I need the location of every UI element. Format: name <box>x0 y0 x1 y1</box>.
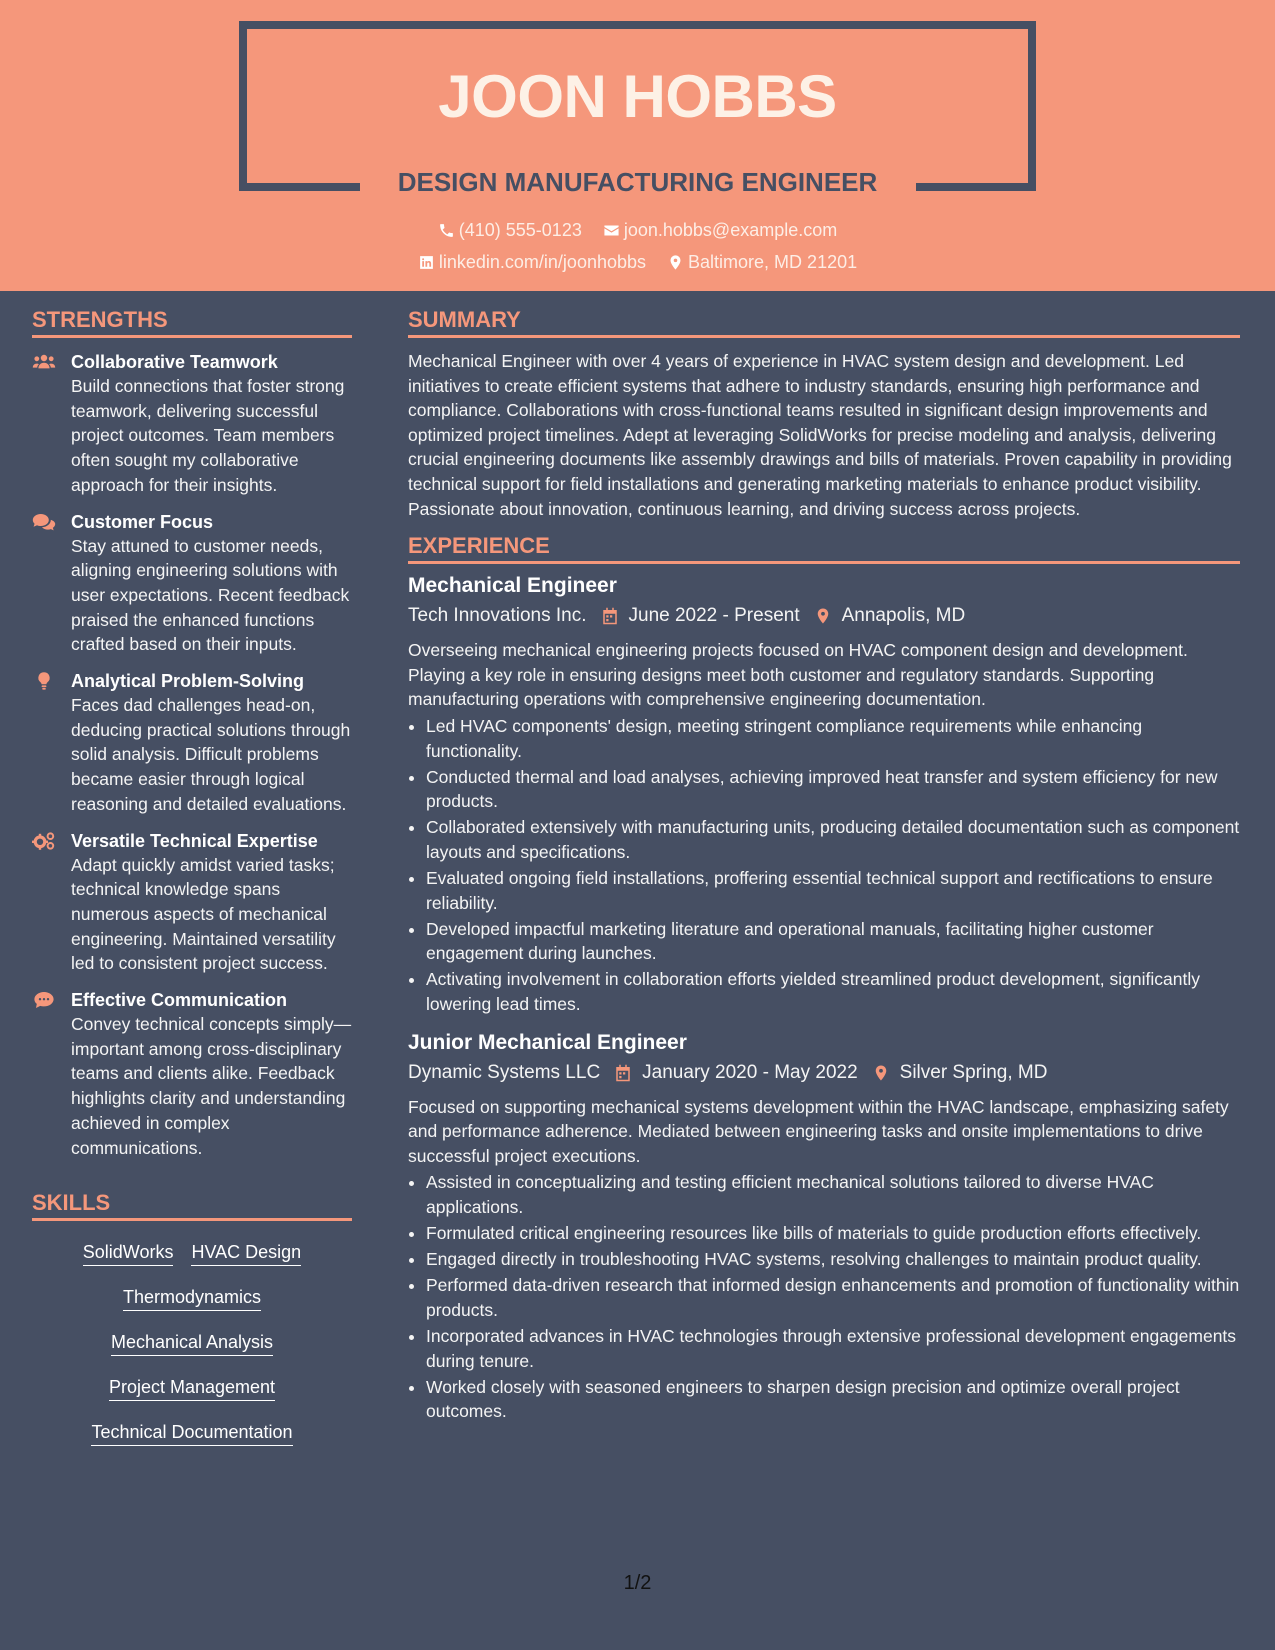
summary-heading: SUMMARY <box>408 307 1240 338</box>
strength-item <box>32 829 352 977</box>
contact-phone[interactable] <box>438 220 582 241</box>
calendar-icon <box>601 607 619 625</box>
envelope-icon <box>603 222 620 239</box>
skill-tag: SolidWorks <box>83 1241 174 1266</box>
job-description: Overseeing mechanical engineering projects focused on HVAC component design and development. Playing a key role in ensuring designs meet both customer and regulatory standards. Supporting manufacturing operations with comprehensive engineering documentation. <box>408 640 1188 710</box>
bullet-item: • Formulated critical engineering resources like bills of materials to guide production efforts effectively. <box>426 1221 1240 1246</box>
job-dates: June 2022 - Present <box>628 605 800 627</box>
phone-icon <box>438 222 455 239</box>
resume-header <box>0 0 1275 291</box>
bullet-item: • Incorporated advances in HVAC technologies through extensive professional development engagements during tenure. <box>426 1324 1240 1373</box>
bullet-item: • Collaborated extensively with manufacturing units, producing detailed documentation such as component layouts and specifications. <box>426 815 1240 864</box>
job-meta <box>408 602 1240 630</box>
contact-email[interactable] <box>603 220 837 241</box>
strength-title: Effective Communication <box>71 990 288 1011</box>
strength-title: Versatile Technical Expertise <box>71 830 318 851</box>
bullet-item: • Performed data-driven research that informed design enhancements and promotion of functionality within products. <box>426 1273 1240 1322</box>
map-marker-icon <box>814 607 832 625</box>
job-location: Silver Spring, MD <box>899 1061 1048 1083</box>
job-description: Focused on supporting mechanical systems development within the HVAC landscape, emphasizing safety and performance adherence. Mediated between engineering tasks and onsite implementations to drive successful project executions. <box>408 1096 1229 1166</box>
job-title: Junior Mechanical Engineer <box>408 1030 687 1054</box>
job-entry <box>408 1029 1240 1424</box>
strength-title: Analytical Problem-Solving <box>71 671 305 692</box>
strength-desc: Faces dad challenges head-on, deducing practical solutions through solid analysis. Difficult problems became easier through logical reasoning and detailed evaluations. <box>71 695 351 814</box>
job-title: Mechanical Engineer <box>408 574 617 598</box>
bullet-item: • Led HVAC components' design, meeting stringent compliance requirements while enhancing functionality. <box>426 714 1240 763</box>
job-company: Dynamic Systems LLC <box>408 1061 601 1083</box>
skill-tag: Project Management <box>109 1376 275 1401</box>
contact-location <box>667 252 857 273</box>
left-column <box>32 291 352 1456</box>
candidate-role: DESIGN MANUFACTURING ENGINEER <box>397 167 878 197</box>
bullet-item: • Assisted in conceptualizing and testing efficient mechanical solutions tailored to diverse HVAC applications. <box>426 1170 1240 1219</box>
right-column <box>408 291 1240 1425</box>
job-location: Annapolis, MD <box>841 605 966 627</box>
map-marker-icon <box>667 254 684 271</box>
strength-desc: Build connections that foster strong teamwork, delivering successful project outcomes. Team members often sought my collaborative approach for their insights. <box>71 376 345 495</box>
skill-tag: HVAC Design <box>191 1241 301 1266</box>
strength-desc: Adapt quickly amidst varied tasks; technical knowledge spans numerous aspects of mechanical engineering. Maintained versatility led to consistent project success. <box>71 854 336 974</box>
linkedin-icon <box>418 254 435 271</box>
job-bullets <box>408 714 1240 1017</box>
skill-tag: Thermodynamics <box>123 1286 261 1311</box>
experience-heading: EXPERIENCE <box>408 533 1240 564</box>
strength-item <box>32 350 352 498</box>
comments-icon <box>32 512 56 532</box>
strengths-heading: STRENGTHS <box>32 307 352 338</box>
summary-text: Mechanical Engineer with over 4 years of experience in HVAC system design and development. Led initiatives to create efficient systems that adhere to industry standards, ensuring high performance and compliance. Collaborations with cross-functional teams resulted in significant design improvements and optimized project timelines. Adept at leveraging SolidWorks for precise modeling and analysis, delivering crucial engineering documents like assembly drawings and bills of materials. Proven capability in providing technical support for field installations and generating marketing materials to enhance product visibility. Passionate about innovation, continuous learning, and driving success across projects. <box>408 351 1232 519</box>
strength-item <box>32 510 352 658</box>
job-company: Tech Innovations Inc. <box>408 605 587 627</box>
users-icon <box>32 352 56 372</box>
strength-desc: Convey technical concepts simply—important among cross-disciplinary teams and clients alike. Feedback highlights clarity and understanding achieved in complex communications. <box>71 1014 352 1158</box>
location-text: Baltimore, MD 21201 <box>688 252 858 272</box>
candidate-name: JOON HOBBS <box>438 63 837 130</box>
contact-line-2 <box>0 252 1275 276</box>
contact-line-1 <box>0 220 1275 244</box>
linkedin-text: linkedin.com/in/joonhobbs <box>438 252 647 272</box>
contact-linkedin[interactable] <box>418 252 646 273</box>
lightbulb-icon <box>32 671 56 691</box>
bullet-item: • Worked closely with seasoned engineers to sharpen design precision and optimize overall project outcomes. <box>426 1375 1240 1424</box>
job-bullets <box>408 1170 1240 1423</box>
job-entry <box>408 572 1240 1016</box>
strength-desc: Stay attuned to customer needs, aligning engineering solutions with user expectations. Recent feedback praised the enhanced functions crafted based on their inputs. <box>71 535 350 655</box>
skill-tag: Mechanical Analysis <box>111 1331 273 1356</box>
skills-heading: SKILLS <box>32 1190 352 1221</box>
job-dates: January 2020 - May 2022 <box>642 1061 858 1083</box>
bullet-item: • Developed impactful marketing literature and operational manuals, facilitating higher customer engagement during launches. <box>426 917 1240 966</box>
map-marker-icon <box>872 1064 890 1082</box>
bullet-item: • Conducted thermal and load analyses, achieving improved heat transfer and system efficiency for new products. <box>426 765 1240 814</box>
strength-item <box>32 988 352 1160</box>
strength-item <box>32 669 352 817</box>
skill-tag: Technical Documentation <box>91 1421 292 1446</box>
comment-dots-icon <box>32 990 56 1010</box>
bullet-item: • Activating involvement in collaboration efforts yielded streamlined product development, significantly lowering lead times. <box>426 967 1240 1016</box>
email-text: joon.hobbs@example.com <box>623 220 838 240</box>
calendar-icon <box>614 1064 632 1082</box>
phone-text: (410) 555-0123 <box>458 220 582 240</box>
strength-title: Customer Focus <box>71 511 214 532</box>
cogs-icon <box>32 831 56 851</box>
strength-title: Collaborative Teamwork <box>71 352 278 372</box>
skills-list <box>32 1231 352 1456</box>
page-number: 1/2 <box>623 1572 652 1594</box>
bullet-item: • Evaluated ongoing field installations, proffering essential technical support and rectifications to ensure reliability. <box>426 866 1240 915</box>
bullet-item: • Engaged directly in troubleshooting HVAC systems, resolving challenges to maintain product quality. <box>426 1247 1240 1272</box>
job-meta <box>408 1059 1240 1087</box>
